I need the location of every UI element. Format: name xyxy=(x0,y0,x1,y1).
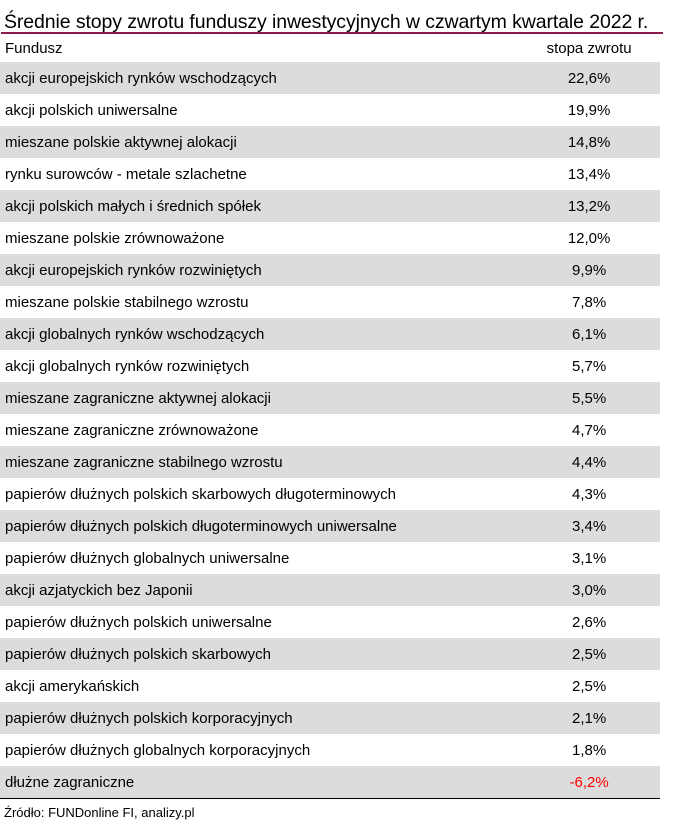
table-row xyxy=(0,542,660,574)
fund-name-cell: papierów dłużnych polskich uniwersalne xyxy=(5,613,272,631)
return-value-cell: 13,4% xyxy=(567,165,611,183)
return-value-cell: 2,5% xyxy=(572,677,607,695)
return-value-cell: 4,7% xyxy=(572,421,607,439)
return-value-cell: 5,7% xyxy=(572,357,607,375)
return-value-cell: 9,9% xyxy=(572,261,607,279)
fund-name-cell: mieszane zagraniczne zrównoważone xyxy=(5,421,259,439)
table-row xyxy=(0,734,660,766)
return-value-cell: 2,1% xyxy=(572,709,607,727)
fund-returns-table xyxy=(4,10,660,820)
fund-name-cell: akcji europejskich rynków wschodzących xyxy=(5,69,277,87)
fund-name-cell: rynku surowców - metale szlachetne xyxy=(5,165,247,183)
return-value-cell: 14,8% xyxy=(567,133,611,151)
fund-name-cell: papierów dłużnych polskich korporacyjnych xyxy=(5,709,293,727)
table-row xyxy=(0,94,660,126)
table-row xyxy=(0,414,660,446)
fund-name-cell: akcji polskich małych i średnich spółek xyxy=(5,197,261,215)
return-value-cell: 1,8% xyxy=(572,741,607,759)
return-value-cell: 19,9% xyxy=(567,101,611,119)
return-value-cell: 3,1% xyxy=(572,549,607,567)
fund-name-cell: mieszane polskie zrównoważone xyxy=(5,229,225,247)
table-row xyxy=(0,478,660,510)
table-row xyxy=(0,222,660,254)
return-value-cell: 2,5% xyxy=(572,645,607,663)
table-row xyxy=(0,766,660,798)
return-value-cell: 13,2% xyxy=(567,197,611,215)
fund-name-cell: akcji azjatyckich bez Japonii xyxy=(5,581,193,599)
fund-name-cell: papierów dłużnych globalnych korporacyjnych xyxy=(5,741,311,759)
table-row xyxy=(0,190,660,222)
return-value-cell: 7,8% xyxy=(572,293,607,311)
column-header-return: stopa zwrotu xyxy=(546,39,632,57)
fund-name-cell: papierów dłużnych polskich skarbowych xyxy=(5,645,271,663)
fund-name-cell: akcji globalnych rynków wschodzących xyxy=(5,325,265,343)
return-value-cell: 4,4% xyxy=(572,453,607,471)
table-row xyxy=(0,62,660,94)
table-header xyxy=(4,34,660,62)
table-row xyxy=(0,702,660,734)
fund-name-cell: papierów dłużnych globalnych uniwersalne xyxy=(5,549,290,567)
return-value-cell: 6,1% xyxy=(572,325,607,343)
fund-name-cell: dłużne zagraniczne xyxy=(5,773,135,791)
table-body xyxy=(4,62,660,798)
fund-name-cell: akcji europejskich rynków rozwiniętych xyxy=(5,261,262,279)
fund-name-cell: mieszane polskie aktywnej alokacji xyxy=(5,133,237,151)
table-row xyxy=(0,606,660,638)
table-row xyxy=(0,158,660,190)
fund-name-cell: mieszane polskie stabilnego wzrostu xyxy=(5,293,249,311)
fund-name-cell: akcji globalnych rynków rozwiniętych xyxy=(5,357,250,375)
return-value-cell-negative: -6,2% xyxy=(569,773,609,791)
return-value-cell: 2,6% xyxy=(572,613,607,631)
return-value-cell: 3,4% xyxy=(572,517,607,535)
return-value-cell: 4,3% xyxy=(572,485,607,503)
fund-name-cell: mieszane zagraniczne aktywnej alokacji xyxy=(5,389,271,407)
table-row xyxy=(0,574,660,606)
fund-name-cell: mieszane zagraniczne stabilnego wzrostu xyxy=(5,453,283,471)
table-bottom-divider xyxy=(0,798,660,799)
return-value-cell: 3,0% xyxy=(572,581,607,599)
table-row xyxy=(0,510,660,542)
source-note: Źródło: FUNDonline FI, analizy.pl xyxy=(4,805,195,820)
return-value-cell: 22,6% xyxy=(567,69,611,87)
table-row xyxy=(0,670,660,702)
table-row xyxy=(0,350,660,382)
fund-name-cell: papierów dłużnych polskich długoterminowych uniwersalne xyxy=(5,517,397,535)
fund-name-cell: akcji amerykańskich xyxy=(5,677,140,695)
table-row xyxy=(0,254,660,286)
fund-name-cell: akcji polskich uniwersalne xyxy=(5,101,178,119)
table-row xyxy=(0,638,660,670)
table-title: Średnie stopy zwrotu funduszy inwestycyjnych w czwartym kwartale 2022 r. xyxy=(4,11,649,33)
return-value-cell: 12,0% xyxy=(567,229,611,247)
column-header-fund: Fundusz xyxy=(5,39,63,57)
return-value-cell: 5,5% xyxy=(572,389,607,407)
table-row xyxy=(0,126,660,158)
fund-name-cell: papierów dłużnych polskich skarbowych długoterminowych xyxy=(5,485,397,503)
table-row xyxy=(0,382,660,414)
table-row xyxy=(0,286,660,318)
table-row xyxy=(0,446,660,478)
table-row xyxy=(0,318,660,350)
